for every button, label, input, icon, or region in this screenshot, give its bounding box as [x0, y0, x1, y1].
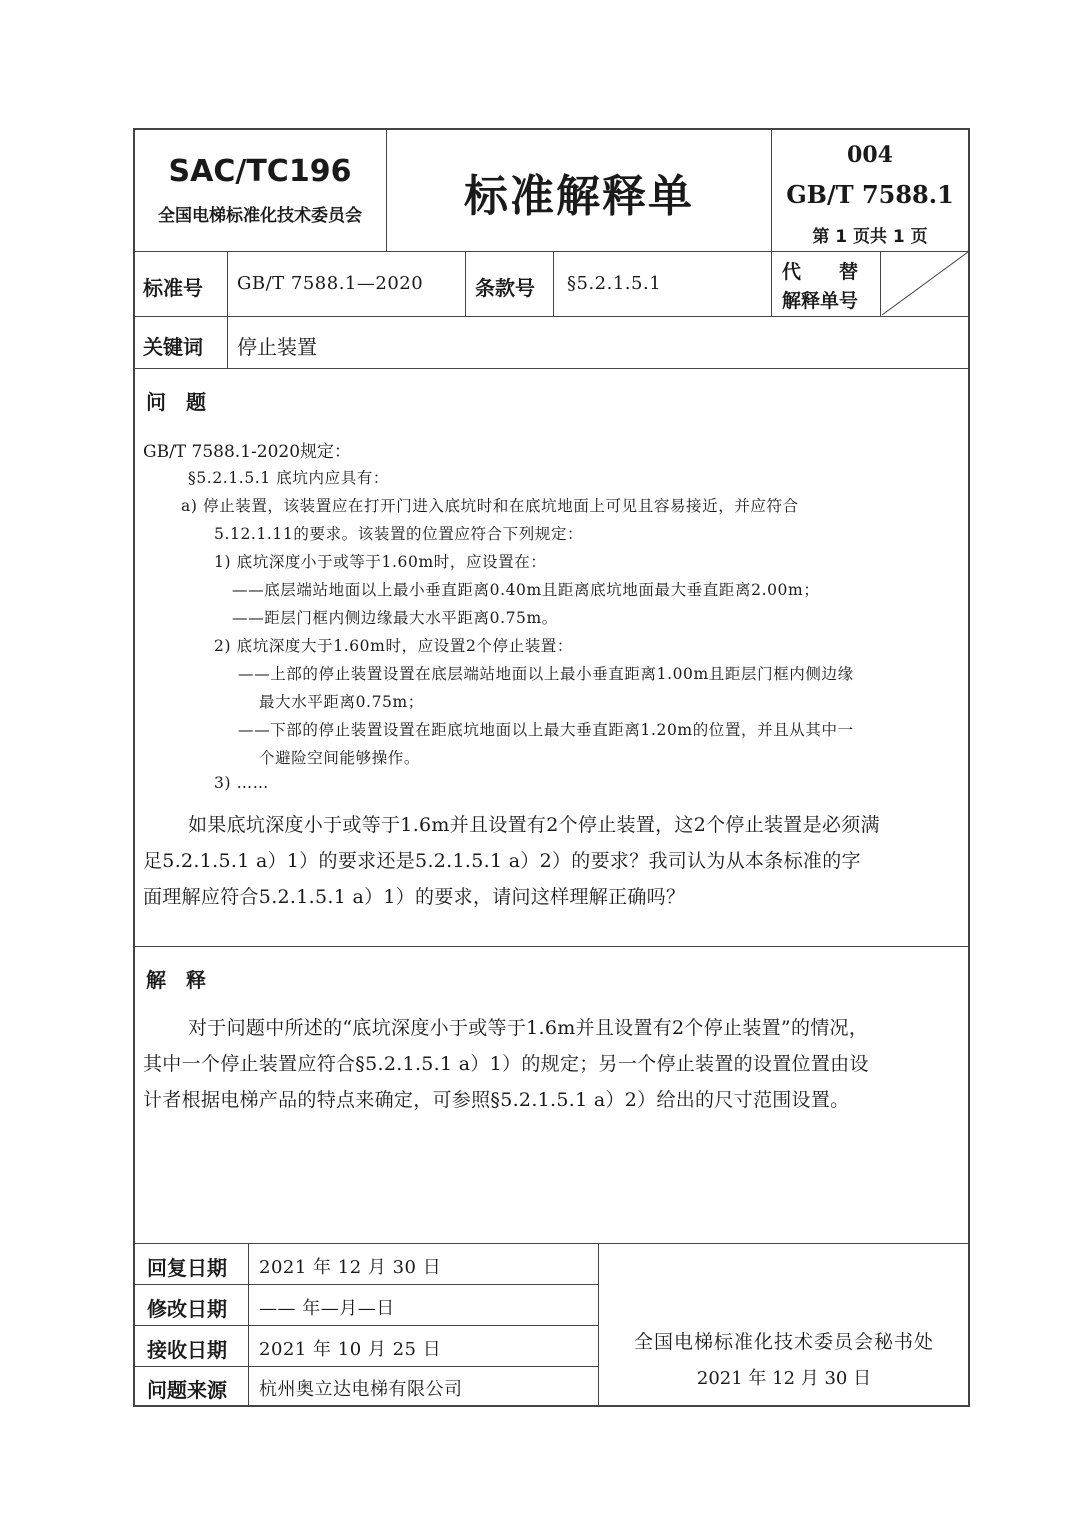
question-paragraph-line: 足5.2.1.5.1 a）1）的要求还是5.2.1.5.1 a）2）的要求？我司认为从本条标准的字: [143, 850, 861, 872]
revise-date-label: 修改日期: [147, 1297, 227, 1321]
question-line: 个避险空间能够操作。: [259, 749, 421, 767]
rule-interpretation-bottom: [133, 1243, 970, 1244]
org-code: SAC/TC196: [168, 154, 352, 189]
rule-keyword-bottom: [133, 368, 970, 369]
rule-header-bottom: [133, 251, 970, 252]
standard-ref: GB/T 7588.1: [786, 180, 954, 209]
clause-label: 条款号: [475, 276, 535, 300]
rule-info-v1: [227, 251, 228, 368]
rule-info-bottom: [133, 316, 970, 317]
question-line: 1) 底坑深度小于或等于1.60m时，应设置在：: [214, 553, 547, 571]
rule-question-bottom: [133, 946, 970, 947]
question-line: ——下部的停止装置设置在距底坑地面以上最大垂直距离1.20m的位置，并且从其中一: [238, 721, 854, 739]
replace-label-1: 代 替: [782, 261, 859, 283]
replace-label-2: 解释单号: [782, 290, 859, 312]
question-line: ——底层端站地面以上最小垂直距离0.40m且距离底坑地面最大垂直距离2.00m；: [232, 581, 820, 599]
question-line: a) 停止装置，该装置应在打开门进入底坑时和在底坑地面上可见且容易接近，并应符合: [181, 497, 799, 515]
question-line: GB/T 7588.1-2020规定：: [143, 442, 352, 462]
question-line: 5.12.1.11的要求。该装置的位置应符合下列规定：: [214, 525, 584, 543]
question-paragraph-line: 面理解应符合5.2.1.5.1 a）1）的要求，请问这样理解正确吗？: [143, 886, 686, 908]
interpretation-line: 其中一个停止装置应符合§5.2.1.5.1 a）1）的规定；另一个停止装置的设置位置由设: [143, 1053, 869, 1075]
receive-date-label: 接收日期: [147, 1338, 227, 1362]
standard-no-value: GB/T 7588.1—2020: [237, 273, 424, 294]
standard-no-label: 标准号: [143, 276, 203, 300]
source-value: 杭州奥立达电梯有限公司: [259, 1379, 463, 1400]
interpretation-title: 解 释: [146, 968, 206, 992]
question-line: ——上部的停止装置设置在底层端站地面以上最小垂直距离1.00m且距层门框内侧边缘: [238, 665, 854, 683]
keyword-label: 关键词: [143, 335, 203, 359]
revise-date-value: —— 年—月—日: [259, 1298, 395, 1319]
reply-date-label: 回复日期: [147, 1256, 227, 1280]
issue-date: 2021 年 12 月 30 日: [696, 1368, 872, 1389]
question-line: 最大水平距离0.75m；: [259, 693, 424, 711]
source-label: 问题来源: [147, 1378, 227, 1402]
doc-number: 004: [847, 142, 893, 168]
question-title: 问 题: [146, 390, 206, 414]
rule-info-v3: [553, 251, 554, 316]
org-name: 全国电梯标准化技术委员会: [158, 206, 362, 226]
keyword-value: 停止装置: [237, 335, 317, 359]
receive-date-value: 2021 年 10 月 25 日: [259, 1339, 442, 1360]
clause-value: §5.2.1.5.1: [567, 273, 662, 294]
question-line: ——距层门框内侧边缘最大水平距离0.75m。: [232, 609, 558, 627]
rule-info-v2: [465, 251, 466, 316]
rule-footer-1: [133, 1284, 599, 1285]
question-line: §5.2.1.5.1 底坑内应具有：: [188, 469, 389, 487]
page-info: 第 1 页共 1 页: [812, 227, 928, 247]
question-line: 3) ……: [214, 774, 269, 792]
question-line: 2) 底坑深度大于1.60m时，应设置2个停止装置：: [214, 637, 574, 655]
empty-cell-slash: [880, 251, 970, 316]
rule-footer-2: [133, 1325, 599, 1326]
doc-title: 标准解释单: [464, 171, 694, 222]
reply-date-value: 2021 年 12 月 30 日: [259, 1257, 442, 1278]
rule-footer-v1: [248, 1243, 249, 1407]
interpretation-line: 对于问题中所述的“底坑深度小于或等于1.6m并且设置有2个停止装置”的情况，: [188, 1017, 869, 1039]
interpretation-line: 计者根据电梯产品的特点来确定，可参照§5.2.1.5.1 a）2）给出的尺寸范围设置。: [143, 1089, 850, 1111]
issuer: 全国电梯标准化技术委员会秘书处: [633, 1331, 934, 1353]
question-paragraph-line: 如果底坑深度小于或等于1.6m并且设置有2个停止装置，这2个停止装置是必须满: [188, 814, 880, 836]
rule-footer-v2: [598, 1243, 599, 1407]
rule-footer-3: [133, 1366, 599, 1367]
